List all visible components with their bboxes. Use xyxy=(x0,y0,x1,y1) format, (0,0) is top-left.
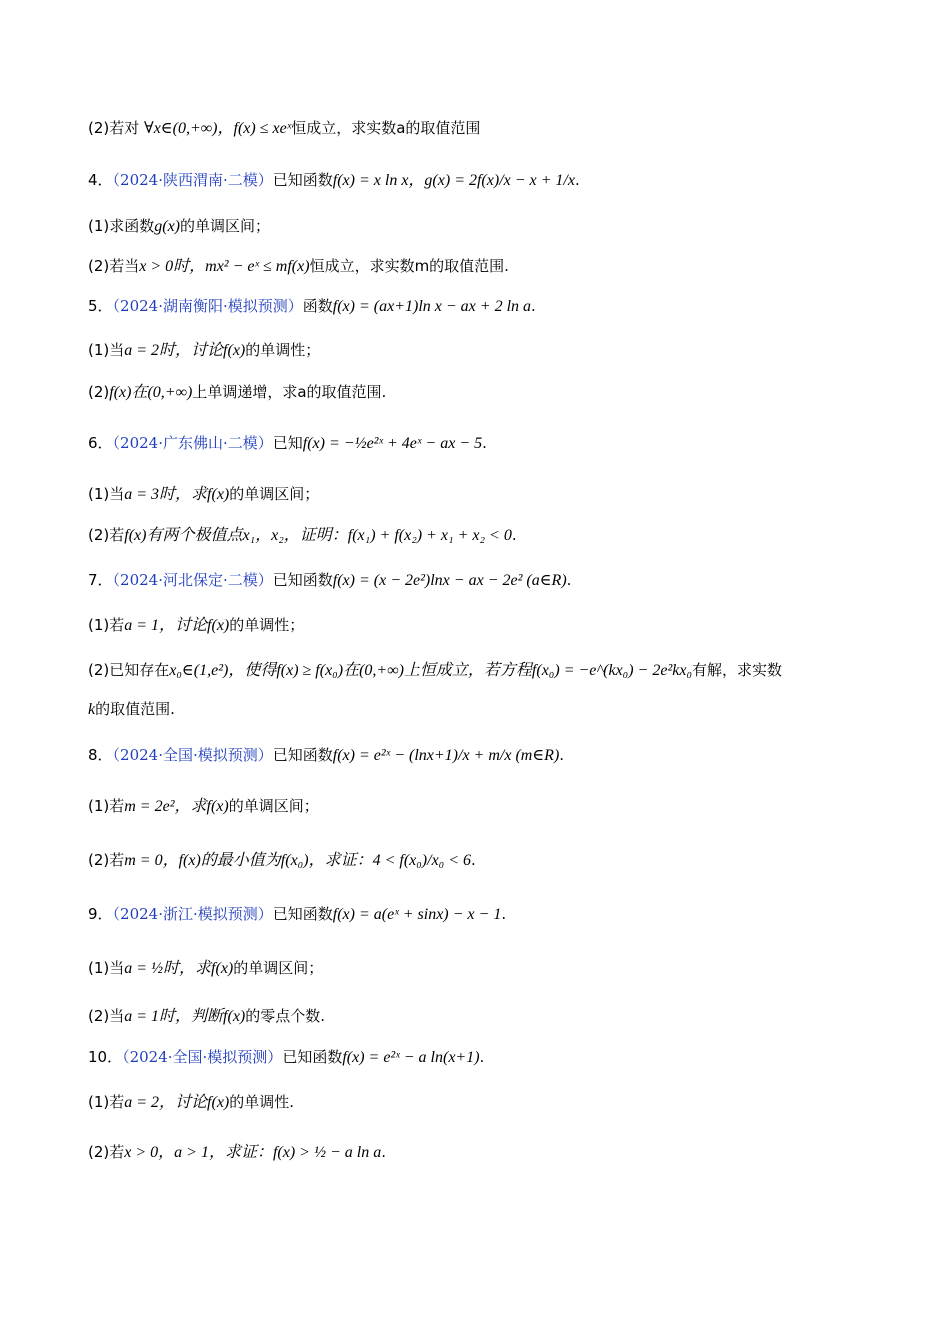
problem-8-statement: 8．（2024·全国·模拟预测）已知函数f(x) = e²ˣ − (lnx+1)/x + m/x (m∈R). xyxy=(88,746,565,764)
problem-10-statement: 10．（2024·全国·模拟预测）已知函数f(x) = e²ˣ − a ln(x+1). xyxy=(88,1048,485,1066)
problem-7-part-2: (2)已知存在x₀∈(1,e²)，使得f(x) ≥ f(x₀)在(0,+∞)上恒成立，若方程f(x₀) = −e^(kx₀) − 2e²kx₀有解，求实数 xyxy=(88,661,783,679)
problem-6-statement: 6．（2024·广东佛山·二模）已知f(x) = −½e²ˣ + 4eˣ − ax − 5. xyxy=(88,434,487,452)
problem-7-statement: 7．（2024·河北保定·二模）已知函数f(x) = (x − 2e²)lnx − ax − 2e² (a∈R). xyxy=(88,571,572,589)
problem-source: （2024·陕西渭南·二模） xyxy=(112,171,273,189)
problem-9-part-2: (2)当a = 1时，判断f(x)的零点个数. xyxy=(88,1007,326,1025)
problem-3-part-2: (2)若对 ∀x∈(0,+∞)，f(x) ≤ xeˣ恒成立，求实数a的取值范围 xyxy=(88,119,481,137)
problem-source: （2024·全国·模拟预测） xyxy=(122,1048,283,1066)
problem-4-statement: 4．（2024·陕西渭南·二模）已知函数f(x) = x ln x，g(x) = 2f(x)/x − x + 1/x. xyxy=(88,171,580,189)
problem-10-part-2: (2)若x > 0，a > 1，求证：f(x) > ½ − a ln a. xyxy=(88,1143,386,1161)
problem-source: （2024·浙江·模拟预测） xyxy=(112,905,273,923)
problem-7-part-1: (1)若a = 1，讨论f(x)的单调性； xyxy=(88,616,305,634)
problem-10-part-1: (1)若a = 2，讨论f(x)的单调性. xyxy=(88,1093,295,1111)
problem-6-part-1: (1)当a = 3时，求f(x)的单调区间； xyxy=(88,485,320,503)
problem-4-part-2: (2)若当x > 0时，mx² − eˣ ≤ mf(x)恒成立，求实数m的取值范围. xyxy=(88,257,509,275)
problem-5-statement: 5．（2024·湖南衡阳·模拟预测）函数f(x) = (ax+1)ln x − ax + 2 ln a. xyxy=(88,297,536,315)
problem-9-statement: 9．（2024·浙江·模拟预测）已知函数f(x) = a(eˣ + sinx) − x − 1. xyxy=(88,905,507,923)
problem-7-part-2-continued: k的取值范围. xyxy=(88,700,175,718)
problem-8-part-2: (2)若m = 0，f(x)的最小值为f(x₀)，求证：4 < f(x₀)/x₀ < 6. xyxy=(88,851,476,869)
problem-8-part-1: (1)若m = 2e²，求f(x)的单调区间； xyxy=(88,797,319,815)
problem-source: （2024·全国·模拟预测） xyxy=(112,746,273,764)
problem-5-part-2: (2)f(x)在(0,+∞)上单调递增，求a的取值范围. xyxy=(88,383,387,401)
problem-4-part-1: (1)求函数g(x)的单调区间； xyxy=(88,217,271,235)
problem-source: （2024·湖南衡阳·模拟预测） xyxy=(112,297,303,315)
problem-5-part-1: (1)当a = 2时，讨论f(x)的单调性； xyxy=(88,341,321,359)
problem-9-part-1: (1)当a = ½时，求f(x)的单调区间； xyxy=(88,959,324,977)
problem-source: （2024·广东佛山·二模） xyxy=(112,434,273,452)
problem-source: （2024·河北保定·二模） xyxy=(112,571,273,589)
problem-6-part-2: (2)若f(x)有两个极值点x₁，x₂，证明：f(x₁) + f(x₂) + x₁ + x₂ < 0. xyxy=(88,526,517,544)
